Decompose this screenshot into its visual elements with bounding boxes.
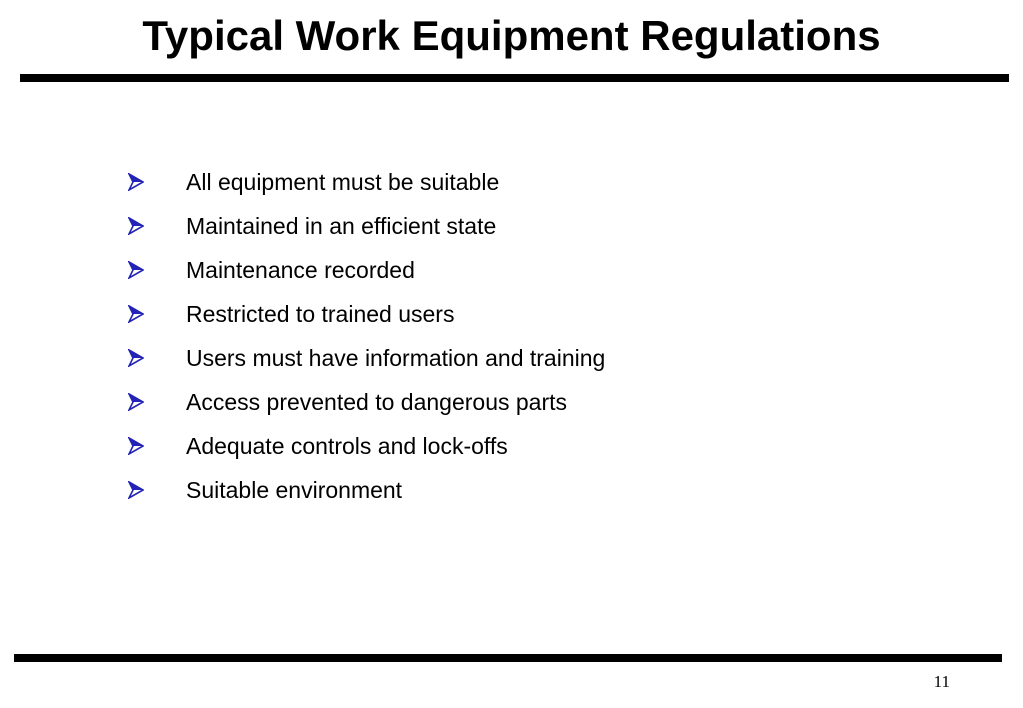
page-number: 11 <box>933 672 950 691</box>
arrowhead-bullet-icon <box>128 256 186 284</box>
bullet-text: Adequate controls and lock-offs <box>186 433 508 459</box>
list-item <box>128 168 605 212</box>
bullet-list <box>128 168 605 520</box>
title-divider <box>20 74 1009 82</box>
bullet-text: All equipment must be suitable <box>186 169 500 195</box>
bullet-text: Maintained in an efficient state <box>186 213 497 239</box>
arrowhead-bullet-icon <box>128 300 186 328</box>
list-item <box>128 344 605 388</box>
list-item <box>128 476 605 520</box>
bullet-text: Users must have information and training <box>186 345 606 371</box>
footer-divider <box>14 654 1002 662</box>
list-item <box>128 300 605 344</box>
list-item <box>128 432 605 476</box>
arrowhead-bullet-icon <box>128 168 186 196</box>
list-item <box>128 256 605 300</box>
arrowhead-bullet-icon <box>128 212 186 240</box>
arrowhead-bullet-icon <box>128 476 186 504</box>
list-item <box>128 388 605 432</box>
arrowhead-bullet-icon <box>128 432 186 460</box>
bullet-text: Restricted to trained users <box>186 301 455 327</box>
list-item <box>128 212 605 256</box>
slide-title: Typical Work Equipment Regulations <box>142 12 881 59</box>
bullet-text: Access prevented to dangerous parts <box>186 389 568 415</box>
arrowhead-bullet-icon <box>128 388 186 416</box>
bullet-text: Suitable environment <box>186 477 403 503</box>
bullet-text: Maintenance recorded <box>186 257 415 283</box>
arrowhead-bullet-icon <box>128 344 186 372</box>
